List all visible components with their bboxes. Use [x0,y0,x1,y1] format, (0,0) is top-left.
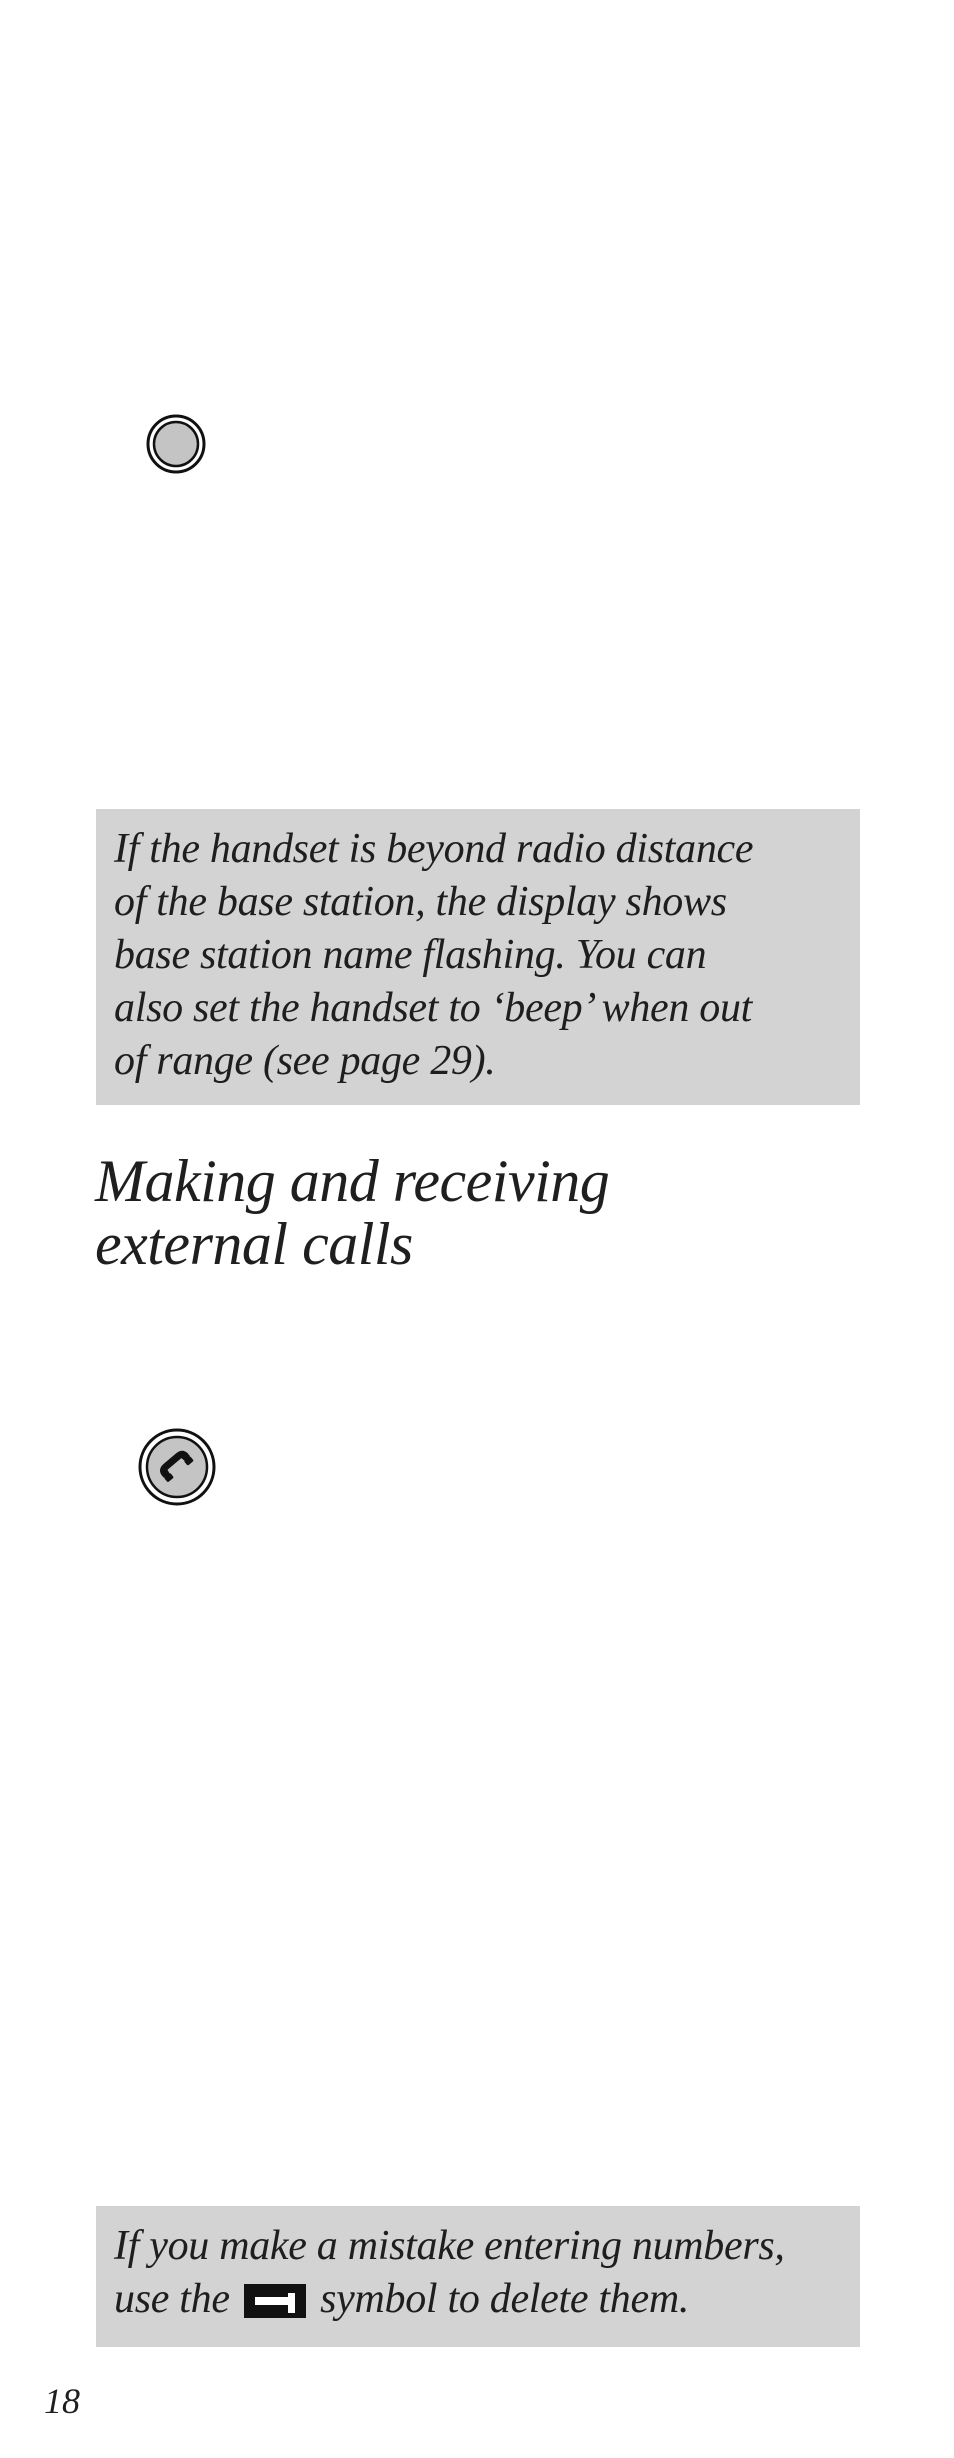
round-button-icon [146,414,206,474]
phone-button-icon [137,1427,217,1507]
section-heading-line: Making and receiving [95,1148,610,1214]
note-line: base station name flashing. You can [114,932,707,978]
note-mistake [96,2206,860,2347]
note-line: of range (see page 29). [114,1038,496,1084]
note-line [114,2273,842,2326]
note-text: use the [114,2276,230,2322]
note-text: symbol to delete them. [320,2276,690,2322]
section-heading-line: external calls [95,1211,413,1277]
note-line: If the handset is beyond radio distance [114,826,754,872]
section-heading [95,1150,855,1276]
note-line: If you make a mistake entering numbers, [114,2223,785,2269]
note-line: also set the handset to ‘beep’ when out [114,985,753,1031]
note-out-of-range [96,809,860,1105]
page-number: 18 [44,2381,80,2421]
note-line: of the base station, the display shows [114,879,727,925]
delete-key-symbol [244,2284,306,2318]
